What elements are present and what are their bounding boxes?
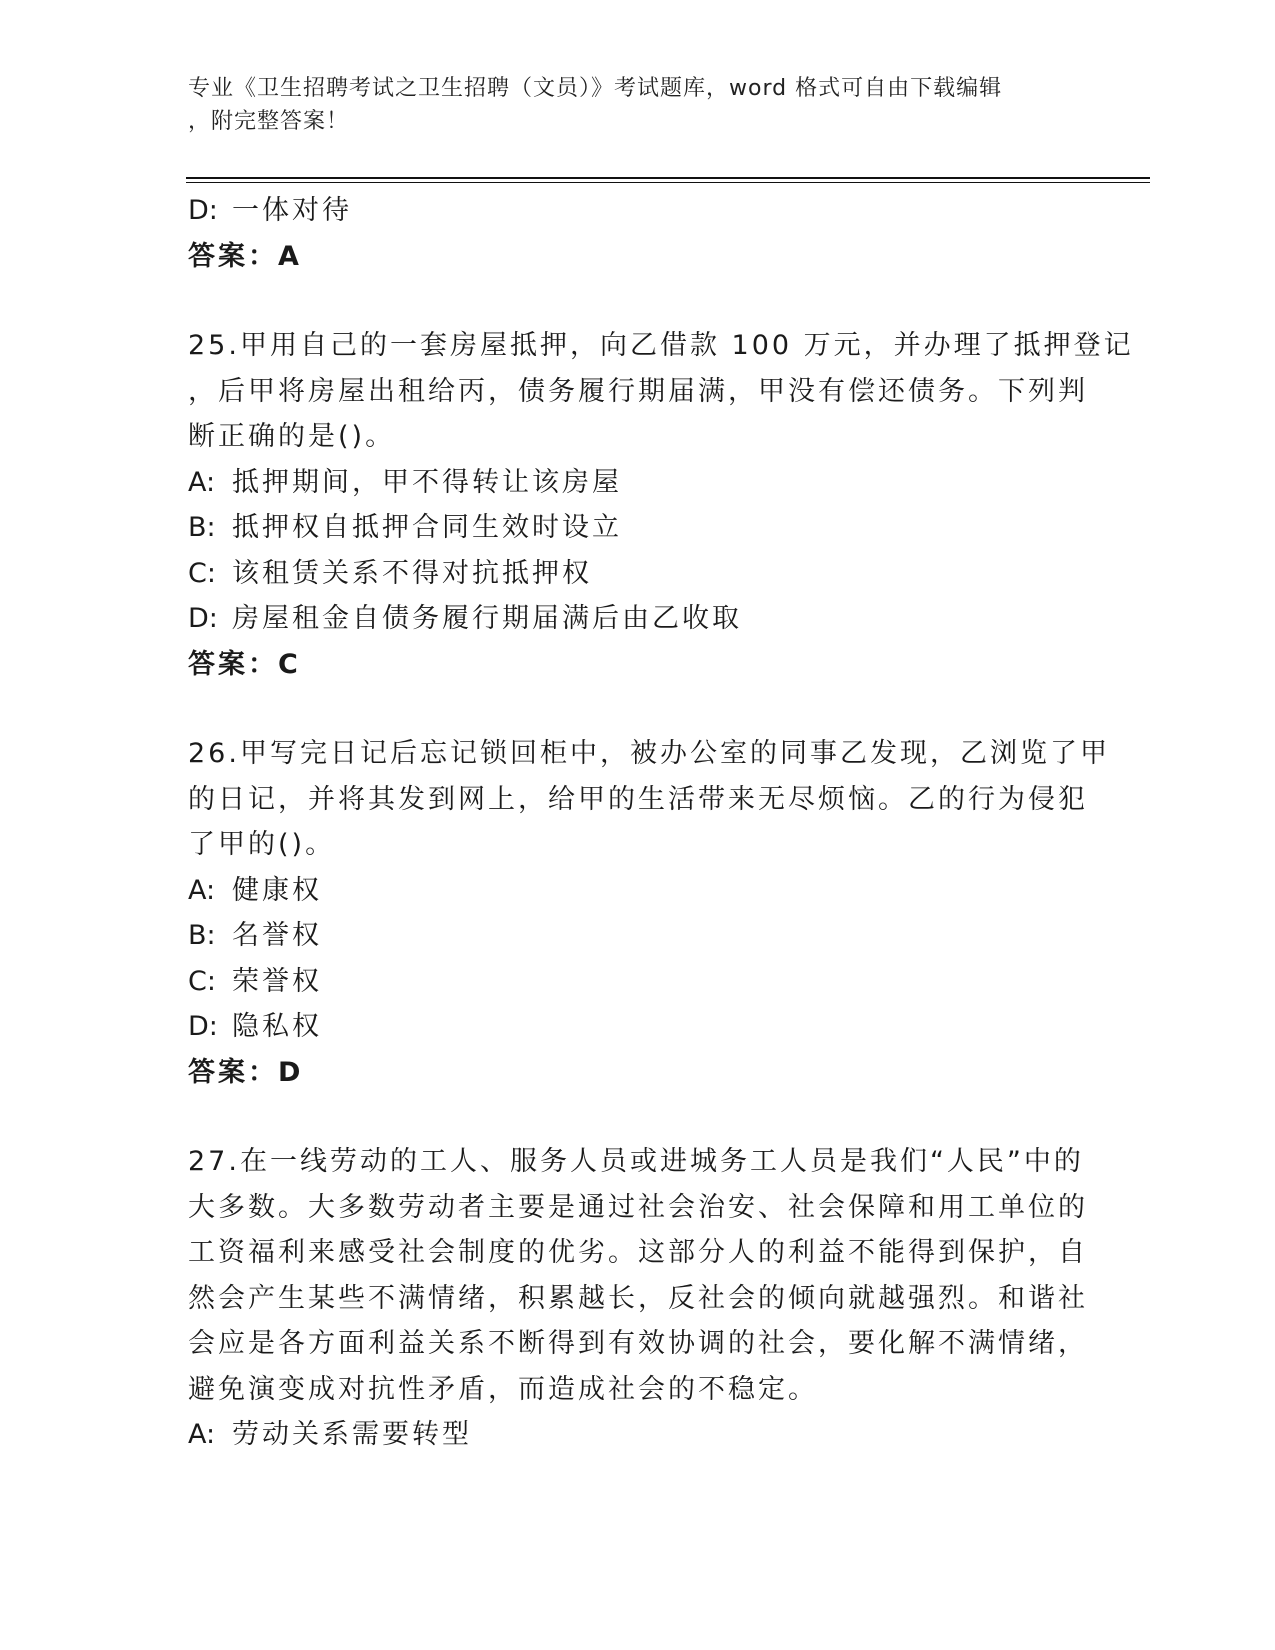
- spacer: [188, 279, 1088, 323]
- header-title-line-2: ，附完整答案！: [188, 109, 350, 134]
- question-content: [188, 188, 1134, 1458]
- option-text: 该租赁关系不得对抗抵押权: [232, 557, 592, 589]
- option-text: 荣誉权: [232, 965, 322, 997]
- option-letter: C:: [188, 965, 216, 997]
- question-stem-line: 大多数。大多数劳动者主要是通过社会治安、社会保障和用工单位的: [188, 1191, 1088, 1223]
- spacer: [188, 687, 1088, 731]
- question-stem-line: 26.甲写完日记后忘记锁回柜中，被办公室的同事乙发现，乙浏览了甲: [188, 738, 1110, 769]
- spacer: [188, 1095, 1088, 1139]
- answer-line: 答案：C: [188, 648, 301, 680]
- option-text: 抵押期间，甲不得转让该房屋: [232, 466, 622, 498]
- header-divider-thin: [186, 182, 1150, 183]
- option-letter: B:: [188, 512, 216, 543]
- option-text: 名誉权: [232, 920, 322, 951]
- option-a: [188, 1412, 1088, 1458]
- option-text: 房屋租金自债务履行期届满后由乙收取: [232, 603, 742, 634]
- question-stem-line: 然会产生某些不满情绪，积累越长，反社会的倾向就越强烈。和谐社: [188, 1282, 1088, 1314]
- option-c: [188, 551, 1088, 597]
- option-letter: A:: [188, 1419, 216, 1450]
- option-letter: B:: [188, 920, 216, 951]
- question-stem-line: 25.甲用自己的一套房屋抵押，向乙借款 100 万元，并办理了抵押登记: [188, 330, 1134, 361]
- option-text: 一体对待: [232, 195, 352, 226]
- option-text: 健康权: [232, 874, 322, 906]
- question-26: [188, 731, 1110, 1095]
- option-text: 隐私权: [232, 1011, 322, 1042]
- option-b: [188, 913, 1088, 959]
- option-text: 抵押权自抵押合同生效时设立: [232, 512, 622, 543]
- header-title-line-1: 专业《卫生招聘考试之卫生招聘（文员）》考试题库，word 格式可自由下载编辑: [188, 76, 1003, 101]
- option-text: 劳动关系需要转型: [232, 1419, 472, 1450]
- question-stem-line: ，后甲将房屋出租给丙，债务履行期届满，甲没有偿还债务。下列判: [188, 375, 1088, 407]
- question-25: [188, 323, 1134, 687]
- option-a: [188, 460, 1088, 506]
- question-stem-line: 会应是各方面利益关系不断得到有效协调的社会，要化解不满情绪，: [188, 1328, 1088, 1359]
- answer-line: 答案：D: [188, 1056, 304, 1088]
- question-stem-line: 的日记，并将其发到网上，给甲的生活带来无尽烦恼。乙的行为侵犯: [188, 783, 1088, 815]
- option-d: [188, 1004, 1088, 1050]
- header-divider-thick: [186, 177, 1150, 179]
- option-letter: A:: [188, 466, 216, 498]
- question-stem-line: 了甲的()。: [188, 829, 336, 860]
- option-letter: C:: [188, 557, 216, 589]
- question-stem-line: 27.在一线劳动的工人、服务人员或进城务工人员是我们“人民”中的: [188, 1146, 1084, 1177]
- option-a: [188, 868, 1088, 914]
- option-b: [188, 505, 1088, 551]
- question-stem-line: 断正确的是()。: [188, 421, 396, 452]
- answer-previous: 答案：A: [188, 240, 302, 272]
- option-letter: D:: [188, 603, 218, 634]
- question-stem-line: 避免演变成对抗性矛盾，而造成社会的不稳定。: [188, 1373, 818, 1405]
- option-c: [188, 959, 1088, 1005]
- option-letter: D:: [188, 195, 218, 226]
- option-d: [188, 596, 1088, 642]
- option-letter: A:: [188, 874, 216, 906]
- option-d-previous: [188, 188, 1088, 234]
- document-header: [188, 72, 1068, 138]
- question-stem-line: 工资福利来感受社会制度的优劣。这部分人的利益不能得到保护，自: [188, 1237, 1088, 1268]
- option-letter: D:: [188, 1011, 218, 1042]
- question-27: [188, 1139, 1088, 1458]
